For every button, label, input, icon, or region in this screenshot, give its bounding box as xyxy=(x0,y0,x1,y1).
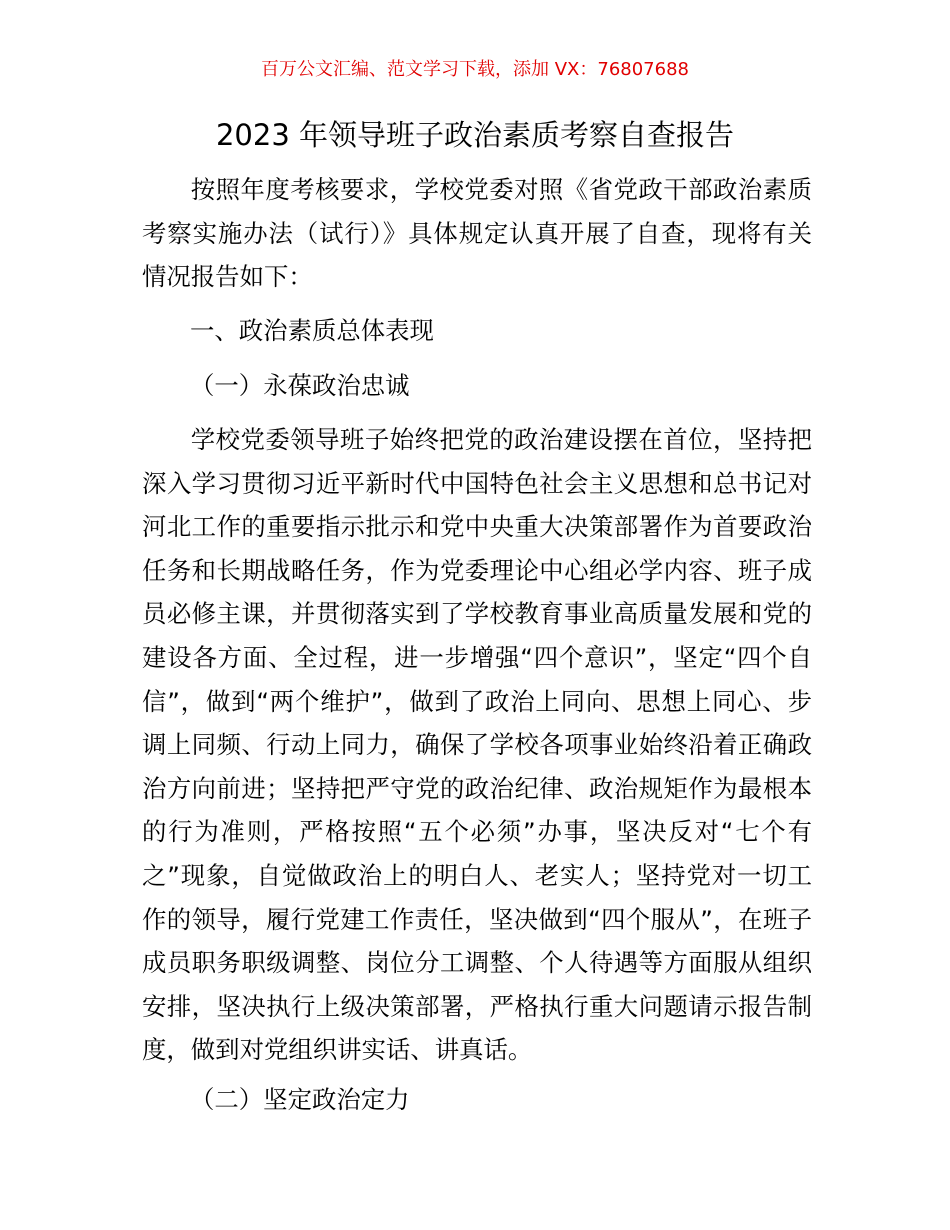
header-watermark-note: 百万公文汇编、范文学习下载，添加 VX：76807688 xyxy=(261,59,689,80)
subsection-1-heading: （一）永葆政治忠诚 xyxy=(190,371,410,400)
subsection-2-heading: （二）坚定政治定力 xyxy=(190,1085,410,1114)
subsection-1-paragraph: 学校党委领导班子始终把党的政治建设摆在首位，坚持把深入学习贯彻习近平新时代中国特色社会主义思想和总书记对河北工作的重要指示批示和党中央重大决策部署作为首要政治任务和长期战略任务，作为党委理论中心组必学内容、班子成员必修主课，并贯彻落实到了学校教育事业高质量发展和党的建设各方面、全过程，进一步增强“四个意识”，坚定“四个自信”，做到“两个维护”，做到了政治上同向、思想上同心、步调上同频、行动上同力，确保了学校各项事业始终沿着正确政治方向前进；坚持把严守党的政治纪律、政治规矩作为最根本的行为准则，严格按照“五个必须”办事，坚决反对“七个有之”现象，自觉做政治上的明白人、老实人；坚持党对一切工作的领导，履行党建工作责任，坚决做到“四个服从”，在班子成员职务职级调整、岗位分工调整、个人待遇等方面服从组织安排，坚决执行上级决策部署，严格执行重大问题请示报告制度，做到对党组织讲实话、讲真话。 xyxy=(142,425,812,1065)
section-1-heading: 一、政治素质总体表现 xyxy=(190,316,434,345)
page-title: 2023 年领导班子政治素质考察自查报告 xyxy=(215,118,735,152)
intro-paragraph: 按照年度考核要求，学校党委对照《省党政干部政治素质考察实施办法（试行）》具体规定认真开展了自查，现将有关情况报告如下： xyxy=(142,175,812,292)
